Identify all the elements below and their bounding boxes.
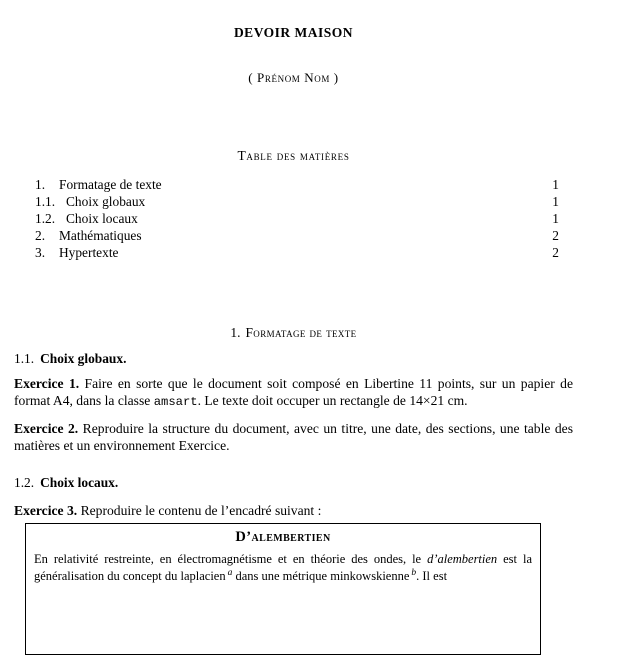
subsection-title: Choix globaux. <box>40 351 127 366</box>
text-segment-mono: amsart <box>153 395 198 410</box>
toc-entry-number: 2. <box>35 228 46 244</box>
text-segment-text: Reproduire la structure du document, avec un titre, une date, des sections, une table des matières et un environnement Exercice. <box>14 421 573 454</box>
subsection-1-1 <box>14 350 126 367</box>
toc-entry-label: Hypertexte <box>59 245 119 261</box>
text-segment-text: En relativité restreinte, en électromagnétisme et en théorie des ondes, le <box>34 552 428 566</box>
text-segment-text: . Il est <box>416 569 448 584</box>
subsection-number: 1.1. <box>14 351 35 366</box>
toc-entry-page: 1 <box>552 211 559 227</box>
document-page <box>14 0 573 589</box>
toc-entry[interactable] <box>35 210 573 227</box>
toc-entry-filler <box>145 193 552 210</box>
toc-entry-label: Choix globaux <box>66 194 146 210</box>
toc-entry[interactable] <box>35 227 573 244</box>
toc-entry-page: 2 <box>552 228 559 244</box>
text-segment-bold: Exercice 2. <box>14 421 79 436</box>
exercise-3-paragraph <box>14 502 573 519</box>
toc-entry-page: 1 <box>552 194 559 210</box>
text-segment-sup: b <box>411 568 417 579</box>
document-title: DEVOIR MAISON <box>233 25 354 40</box>
text-segment-bold: Exercice 3. <box>14 503 78 518</box>
text-segment-text: est la généralisation du concept du laplacien <box>34 552 532 584</box>
text-segment-text: Faire en sorte que le document soit composé en Libertine 11 points, sur un papier de format A4, dans la classe <box>14 376 573 409</box>
subsection-1-2 <box>14 474 118 491</box>
text-segment-text: . Le texte doit occuper un rectangle de 14×21 cm. <box>197 393 468 409</box>
toc-entry-number: 1.1. <box>35 194 56 210</box>
toc-entry-page: 2 <box>552 245 559 261</box>
exercise-2-paragraph <box>14 420 573 454</box>
box-paragraph <box>34 551 532 585</box>
subsection-number: 1.2. <box>14 475 35 490</box>
toc-entry-number: 3. <box>35 245 46 261</box>
toc-heading: Table des matières <box>237 148 350 163</box>
text-segment-bold: Exercice 1. <box>14 376 80 391</box>
text-segment-sup: a <box>227 568 233 579</box>
toc-entry[interactable] <box>35 193 573 210</box>
toc-entry[interactable] <box>35 244 573 261</box>
document-author: ( Prénom Nom ) <box>248 70 339 85</box>
subsection-title: Choix locaux. <box>40 475 119 490</box>
toc-entry-label: Mathématiques <box>59 228 142 244</box>
exercise-1-paragraph <box>14 375 573 411</box>
toc-entry-number: 1.2. <box>35 211 56 227</box>
toc-entry-label: Formatage de texte <box>59 177 162 192</box>
toc-entry-page: 1 <box>552 177 559 192</box>
text-segment-text: dans une métrique minkowskienne <box>232 569 410 584</box>
toc-entry-filler <box>162 176 553 193</box>
section-title: Formatage de texte <box>245 325 357 340</box>
box-title: D’alembertien <box>235 529 331 545</box>
section-number: 1. <box>230 325 241 340</box>
text-segment-text: Reproduire le contenu de l’encadré suivant : <box>77 503 322 518</box>
toc-entry-filler <box>138 210 553 227</box>
toc-entry-number: 1. <box>35 177 46 192</box>
toc-entry[interactable] <box>35 176 573 193</box>
toc-entry-filler <box>119 244 553 261</box>
toc-entry-filler <box>142 227 553 244</box>
text-segment-italic: d’alembertien <box>427 552 498 566</box>
toc-list <box>35 176 573 261</box>
dalembertien-box <box>25 523 541 655</box>
section-heading-1 <box>14 324 573 341</box>
toc-entry-label: Choix locaux <box>66 211 138 227</box>
